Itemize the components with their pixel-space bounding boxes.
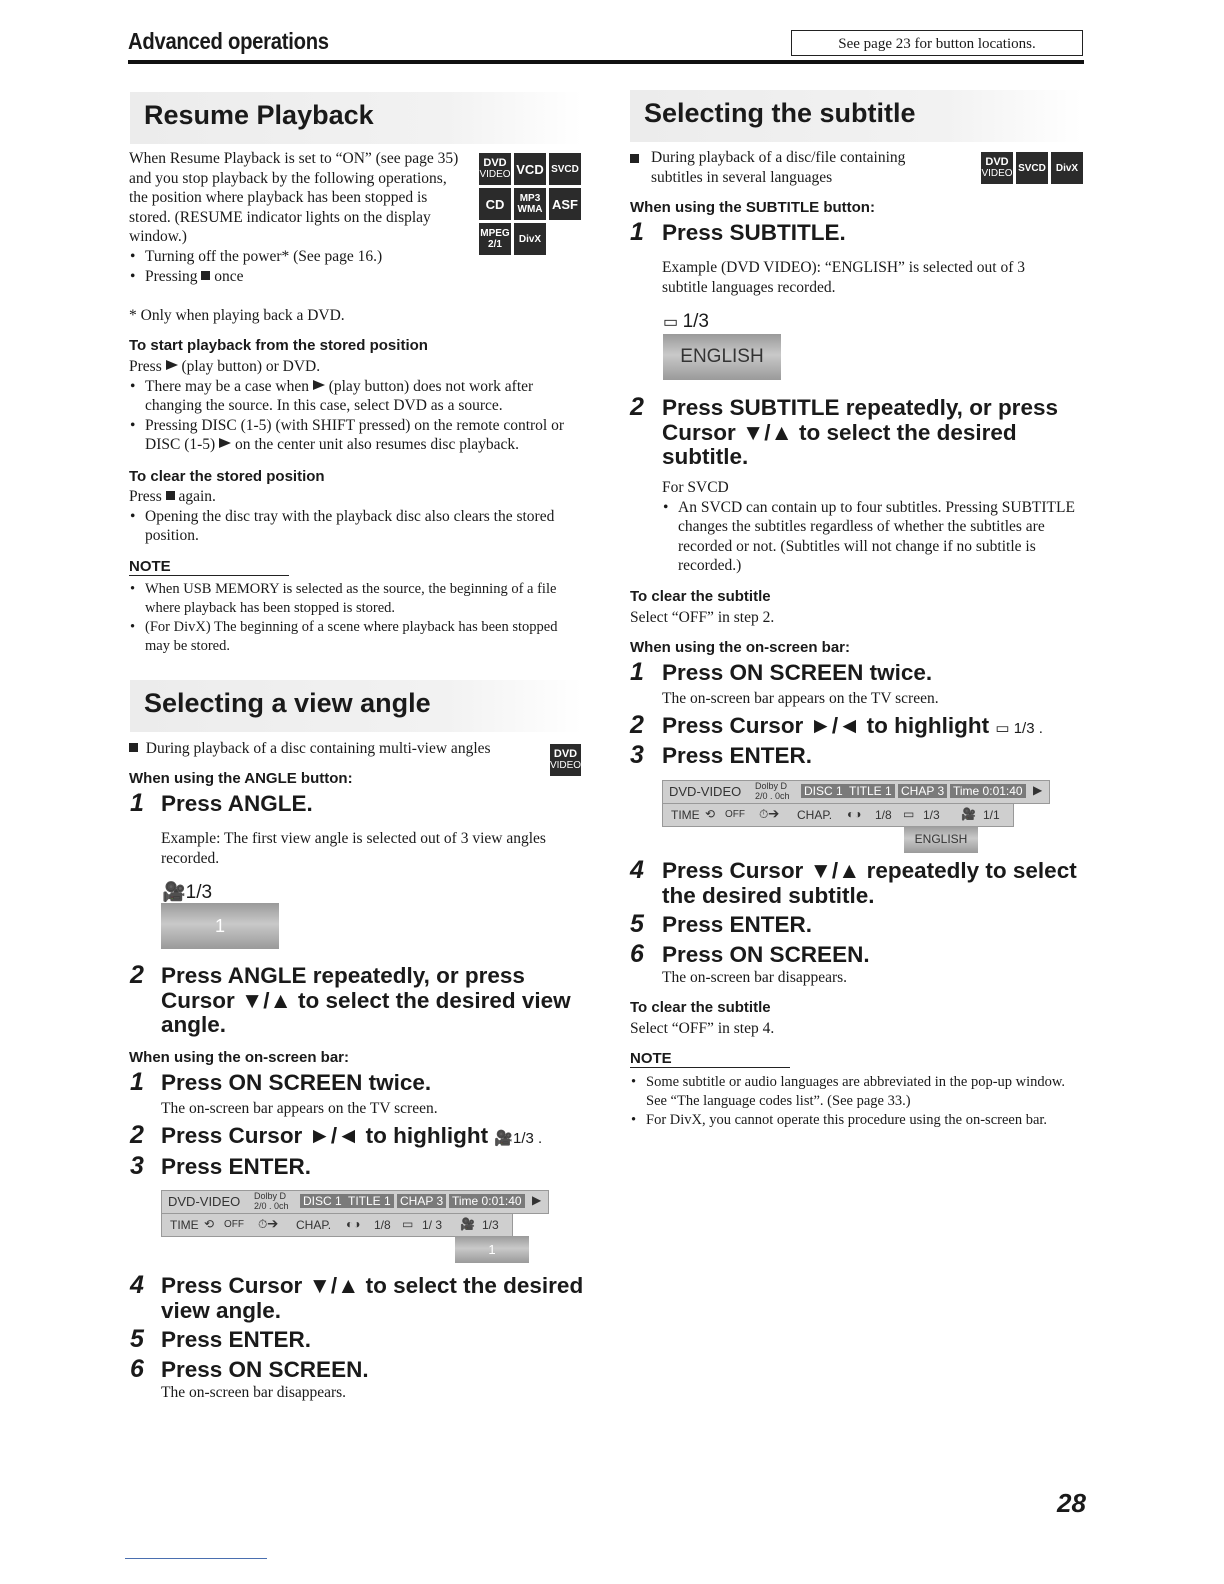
resume-note-2: • (For DivX) The beginning of a scene where playback has been stopped may be stored. [129, 618, 584, 656]
page-number: 28 [1057, 1488, 1086, 1518]
subtitle-osd-1-sub: The on-screen bar appears on the TV screen. [662, 690, 939, 707]
bullet-square-icon [630, 154, 639, 163]
resume-footnote: * Only when playing back a DVD. [129, 307, 345, 324]
play-icon [166, 360, 178, 370]
subtitle-clear-text: Select “OFF” in step 2. [630, 609, 775, 626]
timer-icon: ⏱➔ [258, 1217, 279, 1231]
subtitle-icon: ▭ [903, 807, 915, 821]
angle-example: Example: The first view angle is selected out of 3 view angles recorded. [161, 830, 546, 867]
badge-divx: DivX [514, 223, 546, 255]
angle-step-2-number: 2 [130, 961, 144, 989]
angle-icon: 🎥 [494, 1130, 514, 1147]
angle-osd-6: Press ON SCREEN. [161, 1357, 369, 1382]
subtitle-intro: During playback of a disc/file containing subtitles in several languages [630, 148, 950, 187]
badge-dvd-video: DVD VIDEO [479, 153, 511, 185]
badge-mp3-wma: MP3 WMA [514, 188, 546, 220]
angle-osd-4-number: 4 [130, 1271, 144, 1299]
stop-icon [201, 271, 210, 280]
subtitle-osd-5: Press ENTER. [662, 912, 813, 937]
start-heading: To start playback from the stored position [129, 337, 428, 354]
subtitle-osd-heading: When using the on-screen bar: [630, 639, 851, 656]
angle-osd-1-number: 1 [130, 1068, 144, 1096]
resume-title: Resume Playback [130, 92, 582, 144]
button-location-note: See page 23 for button locations. [791, 30, 1083, 56]
badge-svcd: SVCD [549, 153, 581, 185]
subtitle-icon: ▭ [663, 314, 683, 331]
subtitle-clear-heading: To clear the subtitle [630, 588, 771, 605]
badge-vcd: VCD [514, 153, 546, 185]
angle-osd-6-sub: The on-screen bar disappears. [161, 1384, 347, 1401]
header-rule [128, 60, 1084, 64]
angle-osd-bar-bottom: TIME ⟲ OFF ⏱➔ CHAP. ◐◑ 1/8 ▭ 1/ 3 🎥 1/3 [161, 1213, 513, 1237]
subtitle-osd-4-number: 4 [630, 856, 644, 884]
subtitle-icon: ▭ [995, 720, 1014, 737]
subtitle-osd-3-number: 3 [630, 741, 644, 769]
subtitle-button-heading: When using the SUBTITLE button: [630, 199, 875, 216]
subtitle-osd-5-number: 5 [630, 910, 644, 938]
angle-osd-3-number: 3 [130, 1152, 144, 1180]
start-bullet-2: • Pressing DISC (1-5) (with SHIFT pressed) on the remote control or DISC (1-5) on the center unit also resumes disc playback. [129, 416, 584, 455]
angle-icon: 🎥 [460, 1217, 475, 1231]
footer-rule [125, 1558, 267, 1559]
angle-intro: During playback of a disc containing multi-view angles [129, 739, 491, 759]
subtitle-osd-6-number: 6 [630, 940, 644, 968]
subtitle-popup-value: ENGLISH [663, 334, 781, 380]
subtitle-osd-1: Press ON SCREEN twice. [662, 660, 933, 685]
clear-bullet-1: • Opening the disc tray with the playback disc also clears the stored position. [129, 507, 584, 546]
resume-note-heading: NOTE [129, 558, 289, 576]
svcd-block [662, 478, 1082, 576]
subtitle-osd-6: Press ON SCREEN. [662, 942, 870, 967]
angle-button-heading: When using the ANGLE button: [129, 770, 353, 787]
subtitle-osd-bar-top: DVD-VIDEO Dolby D 2/0 . 0ch DISC 1 TITLE 1 CHAP 3 Time 0:01:40 ▶ [662, 780, 1050, 804]
angle-osd-bar-top: DVD-VIDEO Dolby D 2/0 . 0ch DISC 1 TITLE 1 CHAP 3 Time 0:01:40 ▶ [161, 1190, 549, 1214]
start-bullet-1: • There may be a case when (play button) does not work after changing the source. In this case, select DVD as a source. [129, 377, 584, 416]
angle-osd-4: Press Cursor ▼/▲ to select the desired view angle. [161, 1273, 584, 1323]
subtitle-example: Example (DVD VIDEO): “ENGLISH” is selected out of 3 subtitle languages recorded. [662, 259, 1026, 296]
start-block [129, 357, 584, 455]
subtitle-note-1: • Some subtitle or audio languages are abbreviated in the pop-up window. See “The language codes list”. (See page 33.) [630, 1073, 1086, 1111]
subtitle-step-2-number: 2 [630, 393, 644, 421]
resume-bullet-stop: • Pressing once [129, 267, 569, 287]
timer-icon: ⏱➔ [759, 807, 780, 821]
badge-mpeg: MPEG 2/1 [479, 223, 511, 255]
angle-step-2: Press ANGLE repeatedly, or press Cursor ▼/▲ to select the desired view angle. [161, 963, 571, 1037]
subtitle-osd-6-sub: The on-screen bar disappears. [662, 969, 848, 986]
angle-osd-5: Press ENTER. [161, 1327, 312, 1352]
subtitle-icon: ▭ [402, 1217, 414, 1231]
play-icon [313, 380, 325, 390]
section-header: Advanced operations [128, 28, 329, 54]
subtitle-osd-bar-bottom: TIME ⟲ OFF ⏱➔ CHAP. ◐◑ 1/8 ▭ 1/3 🎥 1/1 [662, 803, 1014, 827]
bullet-square-icon [129, 743, 138, 752]
dolby-indicator: Dolby D 2/0 . 0ch [254, 1191, 289, 1211]
subtitle-popup-count: ▭ 1/3 [663, 311, 709, 332]
stop-icon [166, 491, 175, 500]
subtitle-step-1-number: 1 [630, 218, 644, 246]
audio-icon: ◐◑ [346, 1217, 361, 1231]
subtitle-note-heading: NOTE [630, 1050, 790, 1068]
angle-icon: 🎥 [961, 807, 976, 821]
subtitle-osd-1-number: 1 [630, 658, 644, 686]
angle-osd-3: Press ENTER. [161, 1154, 312, 1179]
badge-dvd-video: DVD VIDEO [550, 744, 581, 776]
subtitle-step-2: Press SUBTITLE repeatedly, or press Cursor ▼/▲ to select the desired subtitle. [662, 395, 1058, 469]
badge-dvd-video: DVD VIDEO [981, 152, 1013, 184]
angle-icon: 🎥 [162, 882, 186, 903]
start-press-line: Press (play button) or DVD. [129, 358, 321, 375]
clear-heading: To clear the stored position [129, 468, 325, 485]
subtitle-title: Selecting the subtitle [630, 90, 1082, 142]
angle-osd-1: Press ON SCREEN twice. [161, 1070, 432, 1095]
badge-svcd: SVCD [1016, 152, 1048, 184]
angle-osd-1-sub: The on-screen bar appears on the TV screen. [161, 1100, 438, 1117]
play-status-icon: ▶ [1033, 783, 1043, 797]
subtitle-note-2: • For DivX, you cannot operate this procedure using the on-screen bar. [630, 1111, 1086, 1130]
subtitle-notes [630, 1073, 1086, 1130]
subtitle-osd-2-number: 2 [630, 711, 644, 739]
angle-title: Selecting a view angle [130, 680, 582, 732]
subtitle-osd-4: Press Cursor ▼/▲ repeatedly to select the desired subtitle. [662, 858, 1077, 908]
subtitle-osd-3: Press ENTER. [662, 743, 813, 768]
svcd-bullet: • An SVCD can contain up to four subtitles. Pressing SUBTITLE changes the subtitles regardless of whether the subtitles are recorded or not. (Subtitles will not change if no subtitle is recorded.) [662, 498, 1082, 576]
play-icon [219, 438, 231, 448]
badge-cd: CD [479, 188, 511, 220]
repeat-icon: ⟲ [705, 807, 716, 821]
angle-osd-6-number: 6 [130, 1355, 144, 1383]
clear-block [129, 487, 584, 546]
dolby-indicator: Dolby D 2/0 . 0ch [755, 781, 790, 801]
resume-note-1: • When USB MEMORY is selected as the source, the beginning of a file where playback has been stopped is stored. [129, 580, 584, 618]
angle-step-1: Press ANGLE. [161, 791, 313, 816]
angle-step-1-number: 1 [130, 789, 144, 817]
play-status-icon: ▶ [532, 1193, 542, 1207]
angle-osd-5-number: 5 [130, 1325, 144, 1353]
angle-osd-2: Press Cursor ►/◄ to highlight 🎥1/3 . [161, 1123, 543, 1148]
svcd-heading: For SVCD [662, 479, 729, 496]
badge-divx: DivX [1051, 152, 1083, 184]
badge-asf: ASF [549, 188, 581, 220]
subtitle-clear2-heading: To clear the subtitle [630, 999, 771, 1016]
subtitle-step-1: Press SUBTITLE. [662, 220, 846, 245]
repeat-icon: ⟲ [204, 1217, 215, 1231]
resume-intro: When Resume Playback is set to “ON” (see page 35) and you stop playback by the following operations, the position where playback has been stopped is stored. (RESUME indicator lights on the display window.) [129, 150, 459, 246]
angle-popup-value: 1 [161, 903, 279, 949]
resume-notes [129, 580, 584, 656]
subtitle-osd-popup: ENGLISH [904, 826, 978, 853]
angle-osd-popup: 1 [455, 1236, 529, 1263]
resume-bullets [129, 247, 569, 286]
angle-osd-heading: When using the on-screen bar: [129, 1049, 350, 1066]
subtitle-osd-2: Press Cursor ►/◄ to highlight ▭ 1/3 . [662, 713, 1043, 738]
resume-bullet-power: • Turning off the power* (See page 16.) [129, 247, 569, 267]
angle-osd-2-number: 2 [130, 1121, 144, 1149]
subtitle-clear2-text: Select “OFF” in step 4. [630, 1020, 775, 1037]
audio-icon: ◐◑ [847, 807, 862, 821]
angle-popup-count: 🎥1/3 [162, 882, 213, 903]
clear-press-line: Press again. [129, 488, 216, 505]
